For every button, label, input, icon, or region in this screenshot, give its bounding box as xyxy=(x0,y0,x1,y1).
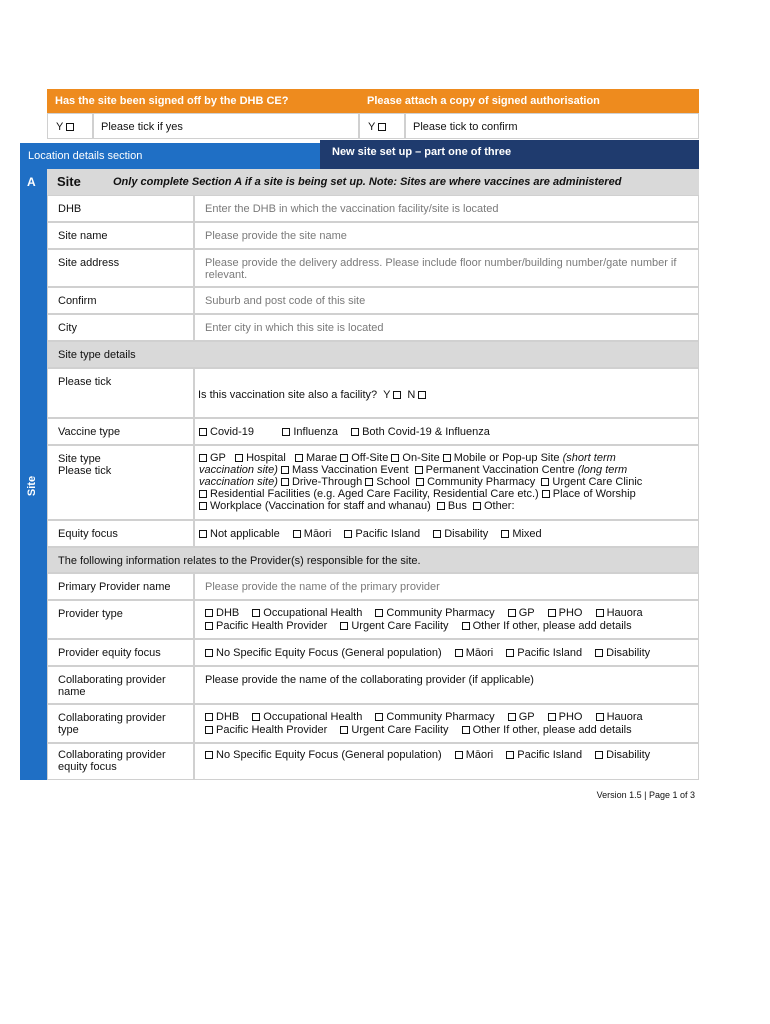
collab-equity-option[interactable]: Pacific Island xyxy=(506,749,582,761)
provider-type-option[interactable]: GP xyxy=(508,607,535,619)
dhb-label-cell: DHB xyxy=(47,195,194,222)
collab-equity-option[interactable]: Māori xyxy=(455,749,494,761)
new-site-header: New site set up – part one of three xyxy=(320,140,699,169)
collab-type-option[interactable]: GP xyxy=(508,711,535,723)
collab-type-option[interactable]: DHB xyxy=(205,711,239,723)
provider-equity-option[interactable]: Disability xyxy=(595,647,650,659)
provider-type-option[interactable]: Hauora xyxy=(596,607,643,619)
vaccine-option[interactable]: Both Covid-19 & Influenza xyxy=(351,426,490,438)
equity-option[interactable]: Disability xyxy=(433,528,488,540)
collab-type-option[interactable]: Other If other, please add details xyxy=(462,724,632,736)
facility-n-checkbox[interactable] xyxy=(418,391,426,399)
equity-label-cell: Equity focus xyxy=(47,520,194,547)
tick-confirm-label: Please tick to confirm xyxy=(413,121,518,133)
site-type-option[interactable]: Off-Site xyxy=(340,452,388,464)
provider-info-bar: The following information relates to the Provider(s) responsible for the site. xyxy=(47,547,699,573)
site-heading: Site xyxy=(57,174,81,189)
site-address-label-cell: Site address xyxy=(47,249,194,287)
equity-option[interactable]: Mixed xyxy=(501,528,541,540)
vaccine-type-options xyxy=(194,418,699,445)
site-type-option[interactable]: Workplace (Vaccination for staff and whanau) xyxy=(199,500,431,512)
collab-type-label-cell: Collaborating provider type xyxy=(47,704,194,743)
site-side-label: Site xyxy=(26,475,39,497)
collab-equity-option[interactable]: Disability xyxy=(595,749,650,761)
collab-type-option[interactable]: Pacific Health Provider xyxy=(205,724,327,736)
facility-y-checkbox[interactable] xyxy=(393,391,401,399)
collab-equity-label-cell: Collaborating provider equity focus xyxy=(47,743,194,780)
provider-type-label-cell: Provider type xyxy=(47,600,194,639)
equity-options xyxy=(194,520,699,547)
provider-equity-label-cell: Provider equity focus xyxy=(47,639,194,666)
collab-type-option[interactable]: Urgent Care Facility xyxy=(340,724,448,736)
site-note: Only complete Section A if a site is being set up. Note: Sites are where vaccines are administered xyxy=(113,176,622,188)
tick-if-yes-label: Please tick if yes xyxy=(101,121,183,133)
site-type-option[interactable]: Place of Worship xyxy=(542,488,636,500)
site-section-bar xyxy=(47,169,699,195)
site-address-input[interactable]: Please provide the delivery address. Please include floor number/building number/gate number if relevant. xyxy=(194,249,699,287)
site-type-option[interactable]: Mass Vaccination Event xyxy=(281,464,409,476)
attach-checkbox[interactable] xyxy=(378,123,386,131)
confirm-label-cell: Confirm xyxy=(47,287,194,314)
provider-type-option[interactable]: Urgent Care Facility xyxy=(340,620,448,632)
tick-if-yes-cell xyxy=(93,113,359,139)
site-type-option[interactable]: Permanent Vaccination Centre xyxy=(415,464,575,476)
provider-equity-option[interactable]: Pacific Island xyxy=(506,647,582,659)
site-type-option[interactable]: Hospital xyxy=(235,452,286,464)
provider-equity-option[interactable]: Māori xyxy=(455,647,494,659)
section-letter: A xyxy=(20,169,47,195)
site-type-options: GP Hospital Marae Off-Site On-Site Mobile or Pop-up Site (short term vaccination site) Mass Vaccination Event Permanent Vaccination Centre (long term vaccination site) Drive-Through School Community Pharmacy Urgent Care Clinic Residential Facilities (e.g. Aged Care Facility, Residential Care etc.) Place of Worship Workplace (Vaccination for staff and whanau) Bus Other: xyxy=(194,445,699,520)
attach-header: Please attach a copy of signed authorisation xyxy=(359,89,699,113)
collab-type-option[interactable]: PHO xyxy=(548,711,583,723)
site-type-option[interactable]: Community Pharmacy xyxy=(416,476,535,488)
tick-confirm-cell xyxy=(405,113,699,139)
collab-provider-input[interactable]: Please provide the name of the collaborating provider (if applicable) xyxy=(194,666,699,704)
provider-equity-option[interactable]: No Specific Equity Focus (General population) xyxy=(205,647,442,659)
vaccine-option[interactable]: Covid-19 xyxy=(199,426,254,438)
signed-y-cell[interactable] xyxy=(47,113,93,139)
site-type-option[interactable]: Mobile or Pop-up Site xyxy=(443,452,560,464)
collab-type-option[interactable]: Community Pharmacy xyxy=(375,711,494,723)
city-input[interactable]: Enter city in which this site is located xyxy=(194,314,699,341)
provider-type-option[interactable]: Occupational Health xyxy=(252,607,362,619)
site-type-option[interactable]: Bus xyxy=(437,500,467,512)
collab-type-options xyxy=(194,704,699,743)
provider-type-option[interactable]: DHB xyxy=(205,607,239,619)
vaccine-type-label-cell: Vaccine type xyxy=(47,418,194,445)
collab-equity-options xyxy=(194,743,699,780)
site-name-input[interactable]: Please provide the site name xyxy=(194,222,699,249)
equity-option[interactable]: Pacific Island xyxy=(344,528,420,540)
site-type-option[interactable]: Marae xyxy=(295,452,337,464)
provider-equity-options xyxy=(194,639,699,666)
collab-type-option[interactable]: Occupational Health xyxy=(252,711,362,723)
site-type-option[interactable]: School xyxy=(365,476,410,488)
provider-type-option[interactable]: Other If other, please add details xyxy=(462,620,632,632)
site-type-option[interactable]: Drive-Through xyxy=(281,476,362,488)
city-label-cell: City xyxy=(47,314,194,341)
attach-y-cell[interactable] xyxy=(359,113,405,139)
collab-provider-label-cell: Collaborating provider name xyxy=(47,666,194,704)
facility-question: Is this vaccination site also a facility? xyxy=(198,389,378,401)
site-name-label-cell: Site name xyxy=(47,222,194,249)
y-label: Y xyxy=(368,121,376,133)
page-footer: Version 1.5 | Page 1 of 3 xyxy=(596,790,695,800)
vaccine-option[interactable]: Influenza xyxy=(282,426,338,438)
signed-header: Has the site been signed off by the DHB CE? xyxy=(47,89,359,113)
dhb-input[interactable]: Enter the DHB in which the vaccination facility/site is located xyxy=(194,195,699,222)
primary-provider-input[interactable]: Please provide the name of the primary provider xyxy=(194,573,699,600)
y-label: Y xyxy=(56,121,64,133)
provider-type-option[interactable]: PHO xyxy=(548,607,583,619)
equity-option[interactable]: Not applicable xyxy=(199,528,280,540)
site-side-bar xyxy=(20,195,47,780)
site-type-option[interactable]: Residential Facilities (e.g. Aged Care Facility, Residential Care etc.) xyxy=(199,488,539,500)
facility-question-cell: Is this vaccination site also a facility? Y N xyxy=(194,368,699,418)
site-type-option[interactable]: Urgent Care Clinic xyxy=(541,476,642,488)
site-type-details-bar: Site type details xyxy=(47,341,699,368)
site-type-option[interactable]: On-Site xyxy=(391,452,439,464)
site-type-option[interactable]: GP xyxy=(199,452,226,464)
provider-type-option[interactable]: Pacific Health Provider xyxy=(205,620,327,632)
site-type-option[interactable]: Other: xyxy=(473,500,515,512)
collab-type-option[interactable]: Hauora xyxy=(596,711,643,723)
site-type-label-cell: Site type Please tick xyxy=(47,445,194,520)
provider-type-option[interactable]: Community Pharmacy xyxy=(375,607,494,619)
equity-option[interactable]: Māori xyxy=(293,528,332,540)
please-tick-label-cell: Please tick xyxy=(47,368,194,418)
location-section-header: Location details section xyxy=(20,143,320,169)
collab-equity-option[interactable]: No Specific Equity Focus (General population) xyxy=(205,749,442,761)
confirm-input[interactable]: Suburb and post code of this site xyxy=(194,287,699,314)
primary-provider-label-cell: Primary Provider name xyxy=(47,573,194,600)
signed-checkbox[interactable] xyxy=(66,123,74,131)
provider-type-options xyxy=(194,600,699,639)
